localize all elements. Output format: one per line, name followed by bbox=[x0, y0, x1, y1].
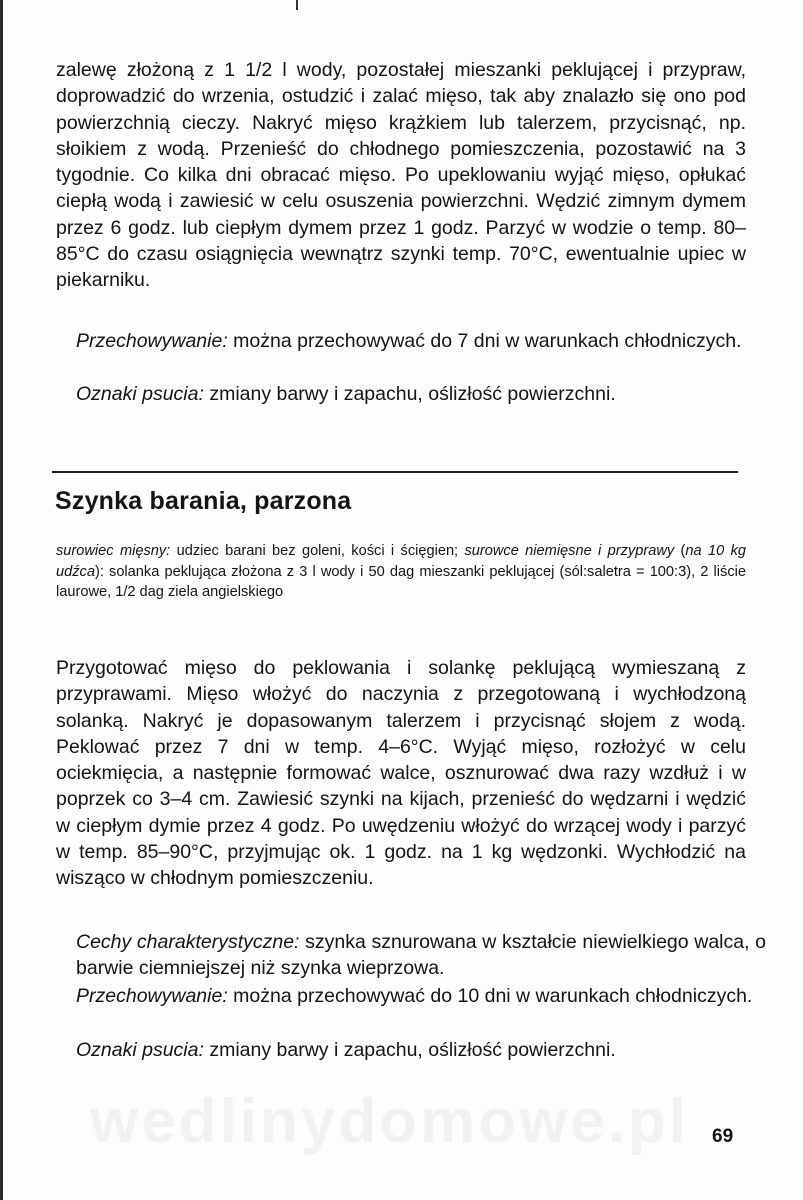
characteristics-text: szynka sznurowana w kształcie niewielkiego walca, o barwie ciemniejszej niż szynka wieprzowa. bbox=[76, 931, 766, 980]
recipe-storage bbox=[56, 983, 766, 1009]
spoilage-label: Oznaki psucia: bbox=[76, 383, 204, 405]
recipe-characteristics bbox=[56, 929, 766, 982]
other-label: surowce niemięsne i przyprawy bbox=[464, 543, 675, 559]
spoilage-label: Oznaki psucia: bbox=[76, 1039, 204, 1061]
previous-recipe-storage bbox=[56, 328, 766, 354]
scan-mark bbox=[296, 0, 298, 10]
other-text: ): solanka peklująca złożona z 3 l wody i 50 dag mieszanki peklującej (sól:saletra = 100:3), 2 liście laurowe, 1/2 dag ziela angielskiego bbox=[56, 563, 746, 600]
other-paren-open: ( bbox=[674, 543, 686, 559]
previous-recipe-body: zalewę złożoną z 1 1/2 l wody, pozostałej mieszanki peklującej i przypraw, doprowadzić do wrzenia, ostudzić i zalać mięso, tak aby znalazło się ono pod powierzchnią cieczy. Nakryć mięso krążkiem lub talerzem, przycisnąć, np. słoikiem z wodą. Przenieść do chłodnego pomieszczenia, pozostawić na 3 tygodnie. Co kilka dni obracać mięso. Po upeklowaniu wyjąć mięso, opłukać ciepłą wodą i zawiesić w celu osuszenia powierzchni. Wędzić zimnym dymem przez 6 godz. lub ciepłym dymem przez 1 godz. Parzyć w wodzie o temp. 80–85°C do czasu osiągnięcia wewnątrz szynki temp. 70°C, ewentualnie upiec w piekarniku. bbox=[56, 59, 746, 292]
page-edge-shadow bbox=[0, 0, 3, 1200]
recipe-title: Szynka barania, parzona bbox=[55, 487, 352, 515]
meat-text: udziec barani bez goleni, kości i ścięgien; bbox=[170, 543, 465, 559]
storage-label: Przechowywanie: bbox=[76, 985, 228, 1007]
spoilage-text: zmiany barwy i zapachu, oślizłość powierzchni. bbox=[203, 1039, 616, 1061]
meat-label: surowiec mięsny: bbox=[56, 543, 171, 559]
watermark bbox=[90, 1086, 689, 1157]
recipe-body: Przygotować mięso do peklowania i solankę peklującą wymieszaną z przyprawami. Mięso włożyć do naczynia z przegotowaną i wychłodzoną solanką. Nakryć je dopasowanym talerzem i przycisnąć słojem z wodą. Peklować przez 7 dni w temp. 4–6°C. Wyjąć mięso, rozłożyć w celu ociekmięcia, a następnie formować walce, osznurować dwa razy wzdłuż i w poprzek co 3–4 cm. Zawiesić szynki na kijach, przenieść do wędzarni i wędzić w ciepłym dymie przez 4 godz. Po uwędzeniu włożyć do wrzącej wody i parzyć w temp. 85–90°C, przyjmując ok. 1 godz. na 1 kg wędzonki. Wychłodzić na wisząco w chłodnym pomieszczeniu. bbox=[56, 657, 746, 890]
storage-label: Przechowywanie: bbox=[76, 330, 228, 352]
page-number: 69 bbox=[712, 1126, 734, 1147]
ingredients-block bbox=[56, 541, 746, 603]
spoilage-text: zmiany barwy i zapachu, oślizłość powierzchni. bbox=[203, 383, 616, 405]
storage-text: można przechowywać do 10 dni w warunkach chłodniczych. bbox=[227, 985, 753, 1007]
characteristics-label: Cechy charakterystyczne: bbox=[76, 931, 300, 953]
previous-recipe-spoilage bbox=[56, 381, 766, 407]
storage-text: można przechowywać do 7 dni w warunkach chłodniczych. bbox=[227, 330, 742, 352]
other-qualifier: na 10 kg udźca bbox=[56, 543, 746, 580]
section-divider bbox=[52, 471, 738, 473]
recipe-spoilage bbox=[56, 1037, 766, 1063]
